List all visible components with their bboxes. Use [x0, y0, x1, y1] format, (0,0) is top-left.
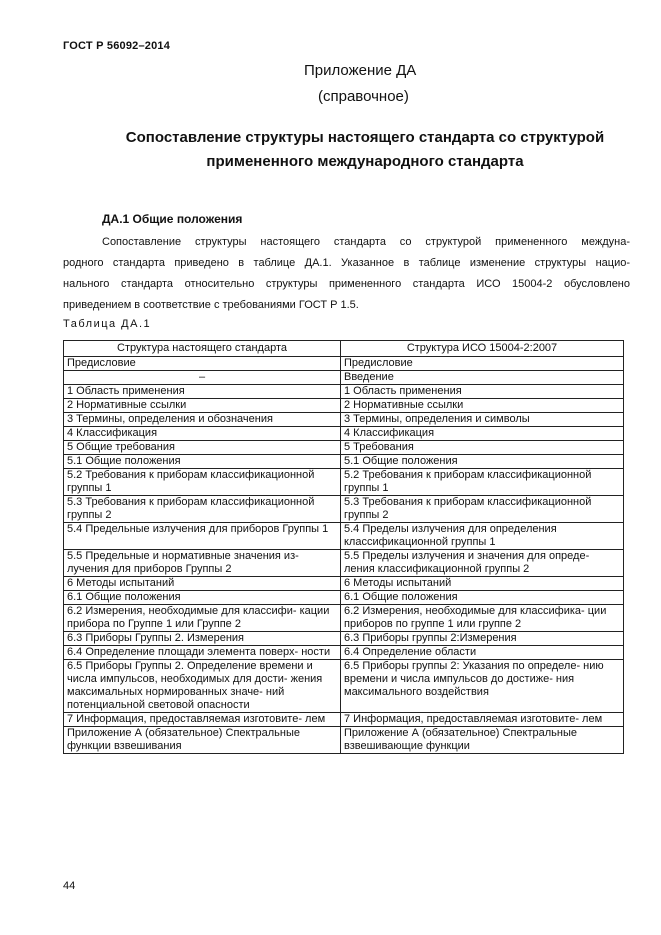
cell-text: 6.1 Общие положения: [344, 591, 458, 603]
national-structure-cell: [64, 660, 341, 713]
table-row: [64, 577, 624, 591]
table-row: [64, 496, 624, 523]
national-structure-cell: [64, 441, 341, 455]
iso-structure-cell: [341, 357, 624, 371]
iso-structure-cell: [341, 591, 624, 605]
table-row: [64, 385, 624, 399]
cell-text: –: [198, 371, 206, 383]
national-structure-cell: [64, 713, 341, 727]
cell-text: 6.1 Общие положения: [67, 591, 181, 603]
cell-text: 2 Нормативные ссылки: [344, 399, 464, 411]
document-header: ГОСТ Р 56092–2014: [63, 40, 171, 52]
cell-text: 5.2 Требования к приборам классификационной группы 1: [344, 469, 592, 494]
table-row: [64, 646, 624, 660]
cell-text: 3 Термины, определения и символы: [344, 413, 530, 425]
national-structure-cell: [64, 371, 341, 385]
table-row: [64, 605, 624, 632]
document-title-line-2: примененного международного стандарта: [206, 153, 524, 170]
national-structure-cell: [64, 399, 341, 413]
table-caption: Таблица ДА.1: [63, 318, 152, 330]
column-header: Структура ИСО 15004-2:2007: [341, 341, 624, 357]
cell-text: 3 Термины, определения и обозначения: [67, 413, 273, 425]
section-title: ДА.1 Общие положения: [102, 212, 243, 226]
iso-structure-cell: [341, 577, 624, 591]
cell-text: 5 Общие требования: [67, 441, 175, 453]
document-title-line-1: Сопоставление структуры настоящего стандарта со структурой: [125, 129, 605, 146]
iso-structure-cell: [341, 469, 624, 496]
cell-text: Предисловие: [344, 357, 413, 369]
table-row: [64, 713, 624, 727]
table-row: [64, 523, 624, 550]
paragraph-line: Сопоставление структуры настоящего стандарта со структурой примененного междуна-: [102, 236, 630, 248]
cell-text: 2 Нормативные ссылки: [67, 399, 187, 411]
page-number: 44: [63, 880, 76, 892]
table-row: [64, 455, 624, 469]
cell-text: 5.1 Общие положения: [344, 455, 458, 467]
appendix-title: Приложение ДА: [304, 62, 417, 79]
cell-text: 5.5 Предельные и нормативные значения из- лучения для приборов Группы 2: [67, 550, 299, 575]
national-structure-cell: [64, 496, 341, 523]
national-structure-cell: [64, 577, 341, 591]
cell-text: 1 Область применения: [344, 385, 462, 397]
iso-structure-cell: [341, 550, 624, 577]
structure-comparison-table: [63, 340, 624, 754]
section-paragraph: [63, 232, 630, 316]
table-row: [64, 371, 624, 385]
national-structure-cell: [64, 455, 341, 469]
national-structure-cell: [64, 550, 341, 577]
cell-text: 6 Методы испытаний: [344, 577, 452, 589]
cell-text: Введение: [344, 371, 394, 383]
document-title: [0, 126, 661, 174]
table-row: [64, 413, 624, 427]
table-row: [64, 591, 624, 605]
appendix-subtitle: (справочное): [318, 88, 409, 105]
table-row: [64, 469, 624, 496]
national-structure-cell: [64, 427, 341, 441]
cell-text: Предисловие: [67, 357, 136, 369]
table-row: [64, 441, 624, 455]
iso-structure-cell: [341, 496, 624, 523]
national-structure-cell: [64, 413, 341, 427]
iso-structure-cell: [341, 523, 624, 550]
iso-structure-cell: [341, 455, 624, 469]
national-structure-cell: [64, 357, 341, 371]
national-structure-cell: [64, 523, 341, 550]
table-row: [64, 727, 624, 754]
table-row: [64, 632, 624, 646]
national-structure-cell: [64, 605, 341, 632]
cell-text: 5.2 Требования к приборам классификационной группы 1: [67, 469, 315, 494]
cell-text: 6 Методы испытаний: [67, 577, 175, 589]
iso-structure-cell: [341, 441, 624, 455]
table-header-row: [64, 341, 624, 357]
paragraph-line: приведением в соответствие с требованиями ГОСТ Р 1.5.: [63, 299, 359, 311]
cell-text: 4 Классификация: [67, 427, 158, 439]
cell-text: 6.4 Определение области: [344, 646, 477, 658]
table-row: [64, 399, 624, 413]
cell-text: 5.3 Требования к приборам классификационной группы 2: [67, 496, 315, 521]
iso-structure-cell: [341, 427, 624, 441]
cell-text: Приложение А (обязательное) Спектральные функции взвешивания: [67, 727, 301, 752]
cell-text: 6.2 Измерения, необходимые для классифи- кации прибора по Группе 1 или Группе 2: [67, 605, 330, 630]
table-row: [64, 550, 624, 577]
cell-text: 6.5 Приборы Группы 2. Определение времени и числа импульсов, необходимых для дости- жения максимальных нормированных значе- ний потенциальной световой опасности: [67, 660, 323, 711]
iso-structure-cell: [341, 646, 624, 660]
iso-structure-cell: [341, 727, 624, 754]
iso-structure-cell: [341, 660, 624, 713]
cell-text: 7 Информация, предоставляемая изготовите- лем: [344, 713, 603, 725]
cell-text: 4 Классификация: [344, 427, 435, 439]
national-structure-cell: [64, 385, 341, 399]
cell-text: 5.5 Пределы излучения и значения для опреде- ления классификационной группы 2: [344, 550, 590, 575]
national-structure-cell: [64, 469, 341, 496]
cell-text: 5.4 Предельные излучения для приборов Группы 1: [67, 523, 329, 535]
national-structure-cell: [64, 591, 341, 605]
national-structure-cell: [64, 646, 341, 660]
column-header: Структура настоящего стандарта: [64, 341, 341, 357]
cell-text: 5.1 Общие положения: [67, 455, 181, 467]
cell-text: 6.2 Измерения, необходимые для классифика- ции приборов по группе 1 или группе 2: [344, 605, 607, 630]
cell-text: 6.3 Приборы группы 2:Измерения: [344, 632, 517, 644]
cell-text: 1 Область применения: [67, 385, 185, 397]
iso-structure-cell: [341, 632, 624, 646]
paragraph-line: нального стандарта относительно структуры примененного стандарта ИСО 15004-2 обусловлено: [63, 278, 630, 290]
table-row: [64, 660, 624, 713]
iso-structure-cell: [341, 399, 624, 413]
iso-structure-cell: [341, 385, 624, 399]
iso-structure-cell: [341, 605, 624, 632]
paragraph-line: родного стандарта приведено в таблице ДА.1. Указанное в таблице изменение структуры нацио-: [63, 257, 630, 269]
iso-structure-cell: [341, 371, 624, 385]
cell-text: Приложение А (обязательное) Спектральные взвешивающие функции: [344, 727, 578, 752]
table-body: [64, 357, 624, 754]
table-row: [64, 427, 624, 441]
cell-text: 5 Требования: [344, 441, 414, 453]
cell-text: 6.3 Приборы Группы 2. Измерения: [67, 632, 244, 644]
iso-structure-cell: [341, 413, 624, 427]
national-structure-cell: [64, 727, 341, 754]
cell-text: 5.4 Пределы излучения для определения классификационной группы 1: [344, 523, 557, 548]
cell-text: 6.5 Приборы группы 2: Указания по определе- нию времени и числа импульсов до достиже- ния максимального воздействия: [344, 660, 604, 698]
table-row: [64, 357, 624, 371]
iso-structure-cell: [341, 713, 624, 727]
national-structure-cell: [64, 632, 341, 646]
cell-text: 6.4 Определение площади элемента поверх- ности: [67, 646, 331, 658]
cell-text: 5.3 Требования к приборам классификационной группы 2: [344, 496, 592, 521]
cell-text: 7 Информация, предоставляемая изготовите- лем: [67, 713, 326, 725]
